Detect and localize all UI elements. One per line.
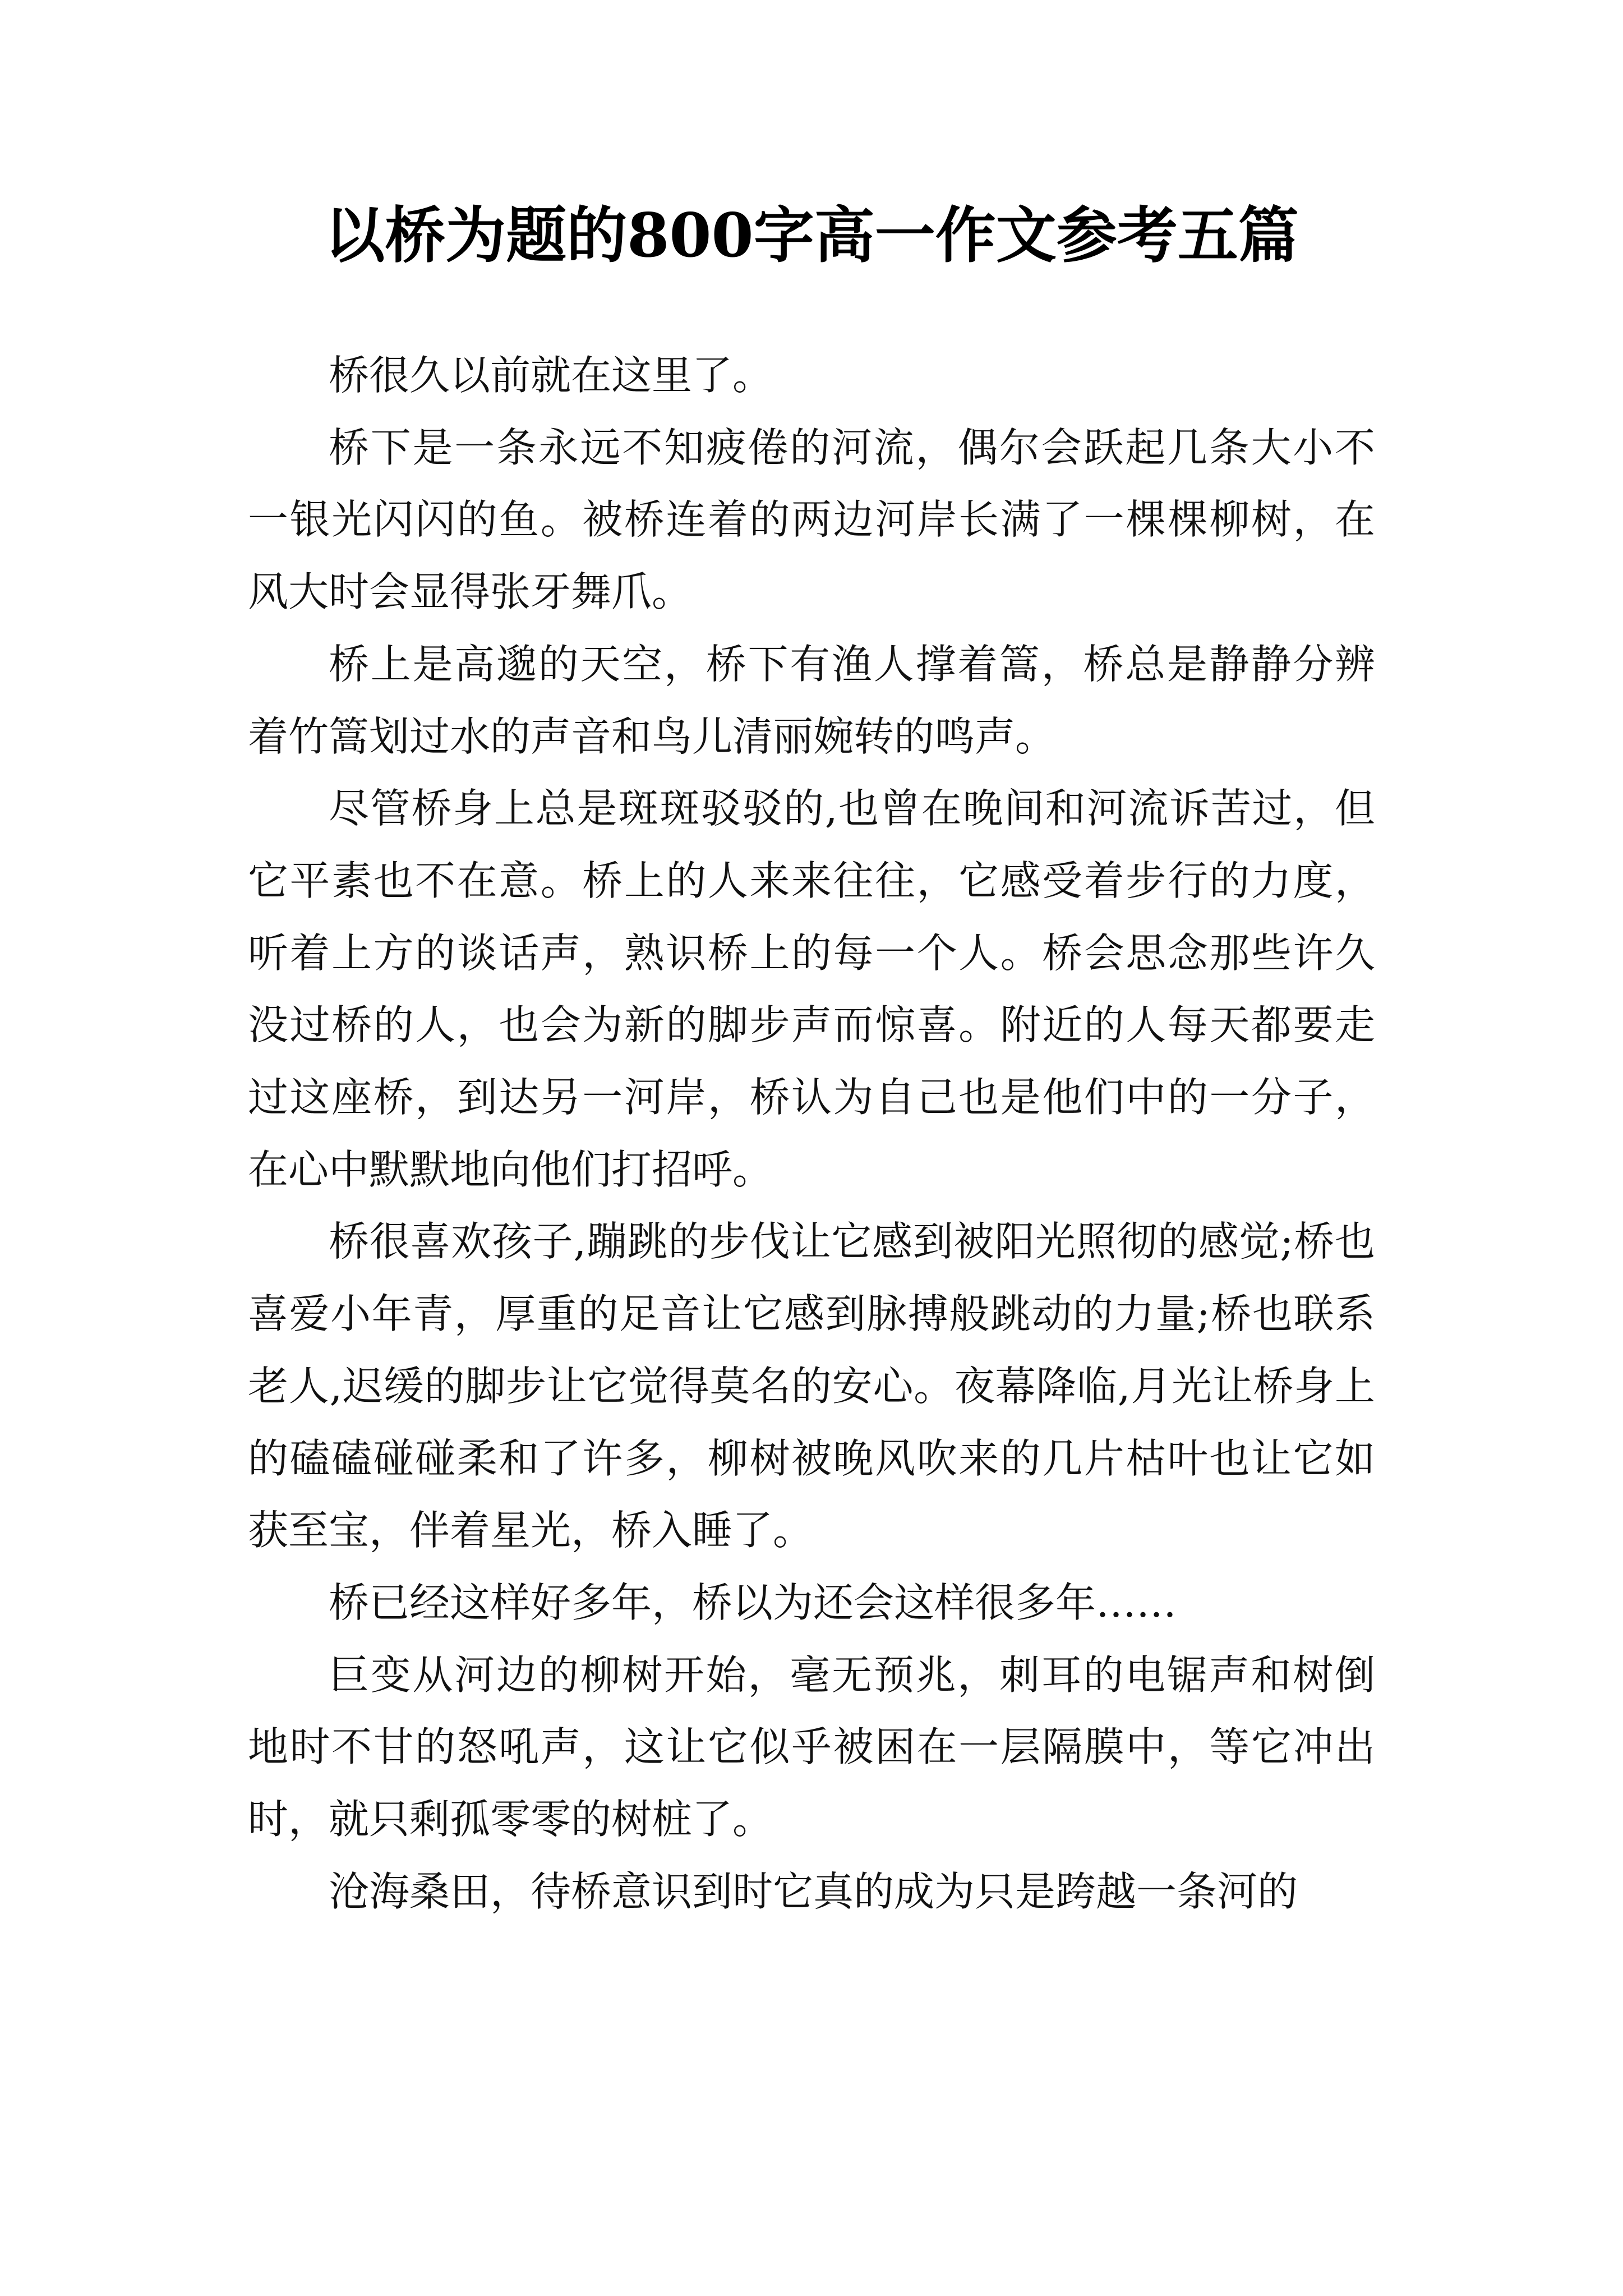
paragraph: 巨变从河边的柳树开始，毫无预兆，刺耳的电锯声和树倒地时不甘的怒吼声，这让它似乎被困在一层隔膜中，等它冲出时，就只剩孤零零的树桩了。 [248,1651,1375,1843]
paragraph: 沧海桑田，待桥意识到时它真的成为只是跨越一条河的 [329,1867,1298,1915]
document-body [248,339,1375,1927]
paragraph: 桥很喜欢孩子,蹦跳的步伐让它感到被阳光照彻的感觉;桥也喜爱小年青，厚重的足音让它感到脉搏般跳动的力量;桥也联系老人,迟缓的脚步让它觉得莫名的安心。夜幕降临,月光让桥身上的磕磕碰碰柔和了许多，柳树被晚风吹来的几片枯叶也让它如获至宝，伴着星光，桥入睡了。 [248,1218,1375,1554]
paragraph: 桥上是高邈的天空，桥下有渔人撑着篙，桥总是静静分辨着竹篙划过水的声音和鸟儿清丽婉转的鸣声。 [248,640,1375,760]
paragraph: 桥下是一条永远不知疲倦的河流，偶尔会跃起几条大小不一银光闪闪的鱼。被桥连着的两边河岸长满了一棵棵柳树，在风大时会显得张牙舞爪。 [248,424,1375,616]
paragraph: 桥很久以前就在这里了。 [329,352,773,399]
document-title: 以桥为题的800字高一作文参考五篇 [324,200,1299,271]
paragraph: 尽管桥身上总是斑斑驳驳的,也曾在晚间和河流诉苦过，但它平素也不在意。桥上的人来来往往，它感受着步行的力度，听着上方的谈话声，熟识桥上的每一个人。桥会思念那些许久没过桥的人，也会为新的脚步声而惊喜。附近的人每天都要走过这座桥，到达另一河岸，桥认为自己也是他们中的一分子，在心中默默地向他们打招呼。 [248,785,1375,1193]
paragraph: 桥已经这样好多年，桥以为还会这样很多年…… [329,1579,1177,1626]
